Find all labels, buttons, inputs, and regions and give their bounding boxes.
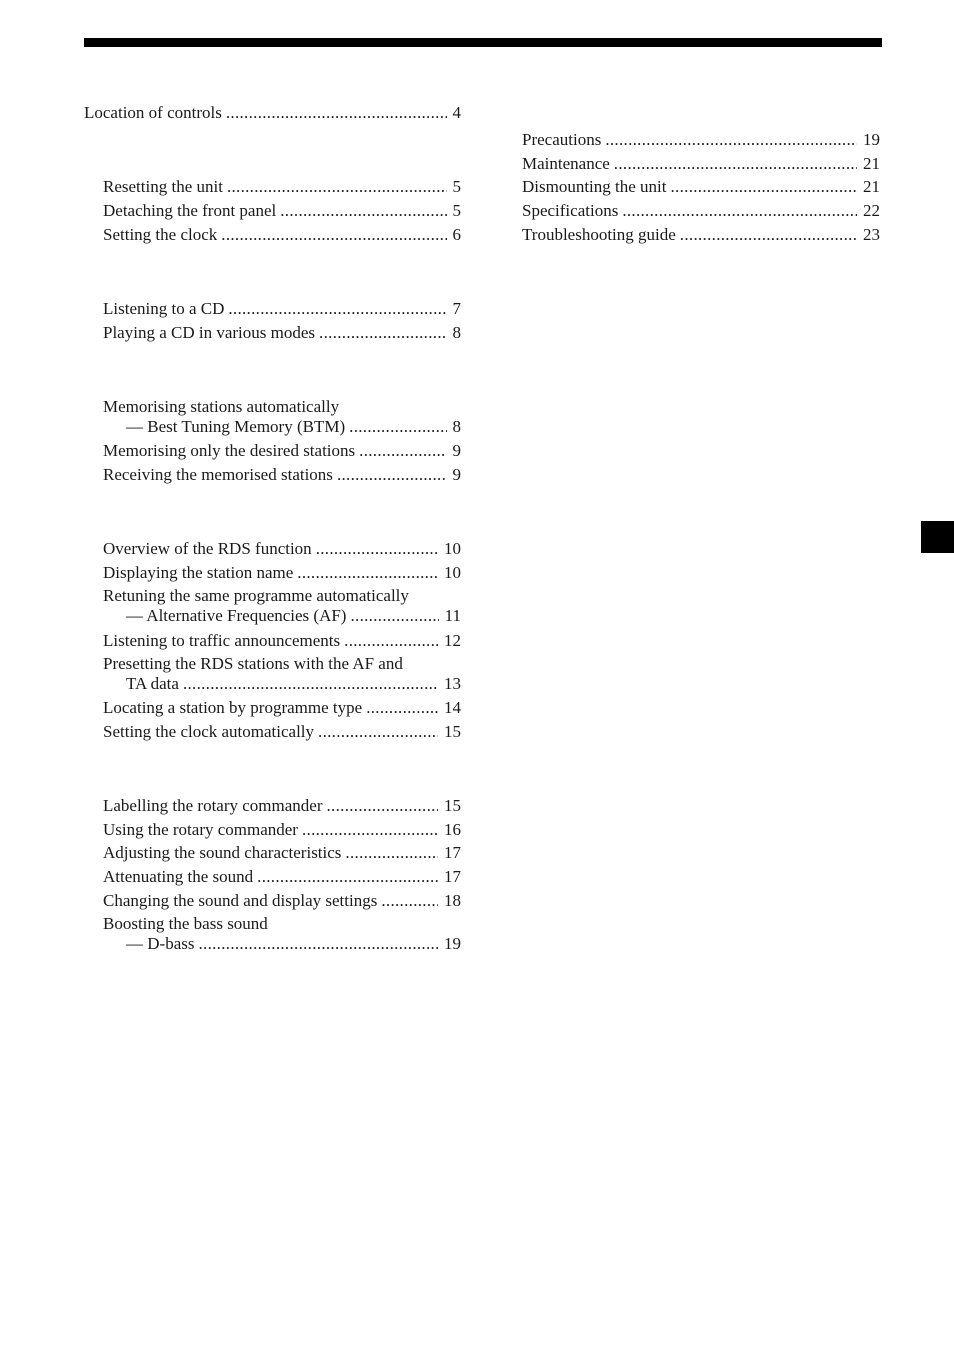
dot-leader	[350, 606, 438, 626]
entry-title: Specifications	[522, 201, 619, 220]
toc-entry[interactable]	[103, 820, 461, 840]
entry-title: Troubleshooting guide	[522, 225, 676, 244]
dot-leader	[319, 323, 446, 343]
dot-leader	[671, 177, 858, 197]
toc-entry[interactable]	[103, 177, 461, 197]
entry-title: — D-bass	[126, 934, 195, 953]
dot-leader	[227, 177, 447, 197]
entry-title: Attenuating the sound	[103, 867, 254, 886]
entry-title-line1: Memorising stations automatically	[103, 397, 340, 416]
toc-entry[interactable]	[522, 177, 880, 197]
entry-page: 10	[444, 563, 461, 582]
entry-title: Displaying the station name	[103, 563, 294, 582]
dot-leader	[614, 154, 857, 174]
entry-page: 17	[444, 867, 461, 886]
dot-leader	[337, 465, 447, 485]
toc-entry[interactable]	[103, 654, 461, 694]
toc-entry[interactable]	[103, 722, 461, 742]
entry-page: 4	[452, 103, 461, 122]
entry-page: 13	[444, 674, 461, 693]
toc-entry[interactable]	[103, 323, 461, 343]
dot-leader	[359, 441, 446, 461]
entry-title: — Alternative Frequencies (AF)	[126, 606, 347, 625]
entry-title-line1: Boosting the bass sound	[103, 914, 268, 933]
entry-title-line1: Presetting the RDS stations with the AF and	[103, 654, 403, 673]
toc-entry[interactable]	[103, 796, 461, 816]
section-tab-marker	[921, 521, 954, 553]
entry-title: Locating a station by programme type	[103, 698, 363, 717]
dot-leader	[183, 674, 438, 694]
entry-page: 8	[452, 417, 461, 436]
dot-leader	[228, 299, 446, 319]
dot-leader	[622, 201, 857, 221]
entry-title: Overview of the RDS function	[103, 539, 312, 558]
entry-page: 17	[444, 843, 461, 862]
dot-leader	[198, 934, 438, 954]
dot-leader	[297, 563, 438, 583]
toc-entry[interactable]	[103, 867, 461, 887]
toc-entry[interactable]	[103, 586, 461, 626]
dot-leader	[327, 796, 439, 816]
entry-page: 5	[452, 177, 461, 196]
entry-page: 15	[444, 722, 461, 741]
dot-leader	[257, 867, 438, 887]
entry-title: Maintenance	[522, 154, 610, 173]
dot-leader	[381, 891, 438, 911]
entry-page: 19	[863, 130, 880, 149]
entry-page: 9	[452, 441, 461, 460]
entry-page: 21	[863, 154, 880, 173]
entry-page: 14	[444, 698, 461, 717]
entry-page: 7	[452, 299, 461, 318]
toc-entry[interactable]	[103, 299, 461, 319]
toc-entry[interactable]	[103, 465, 461, 485]
dot-leader	[221, 225, 446, 245]
entry-title: Dismounting the unit	[522, 177, 667, 196]
top-rule	[84, 38, 882, 47]
entry-title: Changing the sound and display settings	[103, 891, 378, 910]
entry-page: 12	[444, 631, 461, 650]
dot-leader	[316, 539, 438, 559]
entry-title: Memorising only the desired stations	[103, 441, 356, 460]
entry-title: — Best Tuning Memory (BTM)	[126, 417, 346, 436]
toc-entry[interactable]	[103, 563, 461, 583]
dot-leader	[344, 631, 438, 651]
entry-title: Receiving the memorised stations	[103, 465, 333, 484]
entry-title-line1: Retuning the same programme automatically	[103, 586, 409, 605]
toc-entry[interactable]	[103, 397, 461, 437]
toc-entry[interactable]	[103, 891, 461, 911]
dot-leader	[349, 417, 446, 437]
entry-page: 23	[863, 225, 880, 244]
dot-leader	[366, 698, 438, 718]
entry-title: Detaching the front panel	[103, 201, 277, 220]
entry-title: Listening to a CD	[103, 299, 225, 318]
dot-leader	[680, 225, 857, 245]
entry-title: Playing a CD in various modes	[103, 323, 316, 342]
entry-title: Listening to traffic announcements	[103, 631, 341, 650]
toc-entry[interactable]	[522, 130, 880, 150]
dot-leader	[226, 103, 447, 123]
toc-entry[interactable]	[103, 201, 461, 221]
entry-page: 5	[452, 201, 461, 220]
entry-title: Adjusting the sound characteristics	[103, 843, 342, 862]
entry-page: 16	[444, 820, 461, 839]
entry-title: Setting the clock	[103, 225, 218, 244]
toc-entry[interactable]	[103, 539, 461, 559]
toc-entry[interactable]	[103, 698, 461, 718]
entry-page: 10	[444, 539, 461, 558]
entry-title: Precautions	[522, 130, 602, 149]
toc-entry[interactable]	[103, 441, 461, 461]
entry-page: 18	[444, 891, 461, 910]
toc-entry[interactable]	[103, 843, 461, 863]
toc-entry[interactable]	[103, 631, 461, 651]
entry-page: 19	[444, 934, 461, 953]
dot-leader	[345, 843, 438, 863]
entry-page: 22	[863, 201, 880, 220]
toc-entry[interactable]	[522, 154, 880, 174]
entry-title: Labelling the rotary commander	[103, 796, 323, 815]
entry-title: Using the rotary commander	[103, 820, 298, 839]
entry-title: TA data	[126, 674, 179, 693]
dot-leader	[302, 820, 438, 840]
toc-entry-location-of-controls[interactable]	[84, 103, 461, 123]
entry-page: 21	[863, 177, 880, 196]
entry-page: 9	[452, 465, 461, 484]
entry-page: 11	[444, 606, 461, 625]
dot-leader	[280, 201, 446, 221]
toc-entry[interactable]	[103, 914, 461, 954]
toc-entry[interactable]	[103, 225, 461, 245]
entry-page: 8	[452, 323, 461, 342]
entry-title: Setting the clock automatically	[103, 722, 315, 741]
entry-page: 15	[444, 796, 461, 815]
entry-title: Resetting the unit	[103, 177, 223, 196]
toc-entry[interactable]	[522, 225, 880, 245]
dot-leader	[605, 130, 857, 150]
entry-page: 6	[452, 225, 461, 244]
toc-entry[interactable]	[522, 201, 880, 221]
dot-leader	[318, 722, 438, 742]
entry-title: Location of controls	[84, 103, 222, 122]
